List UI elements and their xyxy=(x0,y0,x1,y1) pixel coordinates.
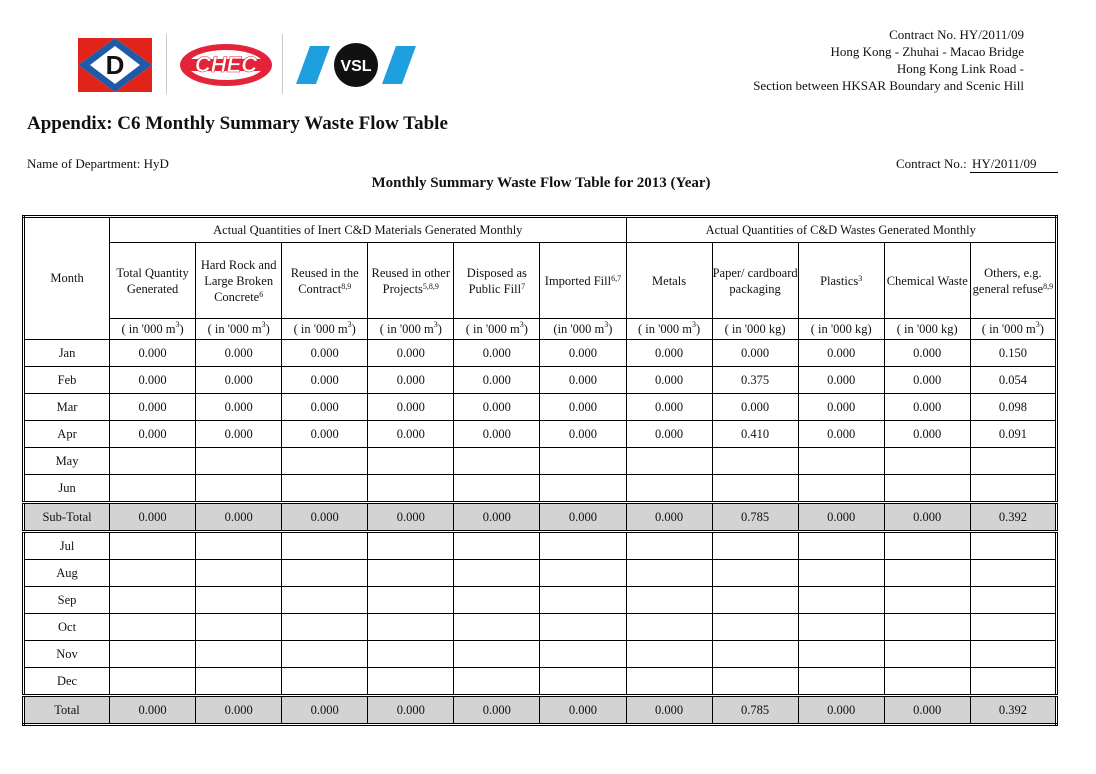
unit-exponent: 3 xyxy=(604,319,609,329)
value-cell xyxy=(196,532,282,560)
table-row xyxy=(24,394,1057,421)
value-cell: 0.000 xyxy=(626,503,712,532)
unit-header xyxy=(110,319,196,340)
value-cell: 0.000 xyxy=(454,394,540,421)
value-cell: 0.000 xyxy=(540,696,626,725)
value-cell xyxy=(626,448,712,475)
value-cell xyxy=(454,475,540,503)
value-cell xyxy=(884,668,970,696)
month-cell: Nov xyxy=(24,641,110,668)
column-header xyxy=(110,243,196,319)
value-cell xyxy=(798,560,884,587)
value-cell: 0.000 xyxy=(540,503,626,532)
vsl-logo xyxy=(296,40,416,90)
value-cell xyxy=(110,532,196,560)
value-cell xyxy=(110,668,196,696)
month-cell: Total xyxy=(24,696,110,725)
value-cell xyxy=(540,668,626,696)
footnote-ref: 8,9 xyxy=(1043,281,1054,291)
unit-header xyxy=(798,319,884,340)
value-cell: 0.000 xyxy=(626,367,712,394)
value-cell: 0.000 xyxy=(798,394,884,421)
value-cell: 0.150 xyxy=(970,340,1056,367)
unit-exponent: 3 xyxy=(691,319,696,329)
value-cell: 0.785 xyxy=(712,696,798,725)
column-header xyxy=(196,243,282,319)
table-row xyxy=(24,340,1057,367)
value-cell xyxy=(884,448,970,475)
table-row xyxy=(24,448,1057,475)
value-cell xyxy=(798,448,884,475)
value-cell: 0.000 xyxy=(540,367,626,394)
waste-flow-table-wrapper xyxy=(22,215,1058,726)
column-header-label: Reused in other Projects xyxy=(371,265,451,296)
value-cell xyxy=(196,448,282,475)
value-cell: 0.000 xyxy=(540,340,626,367)
value-cell: 0.000 xyxy=(196,503,282,532)
column-header xyxy=(282,243,368,319)
column-header-label: Imported Fill xyxy=(544,273,612,288)
value-cell xyxy=(798,641,884,668)
value-cell xyxy=(884,614,970,641)
value-cell xyxy=(196,668,282,696)
column-header xyxy=(798,243,884,319)
unit-exponent: 3 xyxy=(433,319,438,329)
month-cell: Oct xyxy=(24,614,110,641)
value-cell xyxy=(884,587,970,614)
table-row xyxy=(24,367,1057,394)
value-cell xyxy=(540,475,626,503)
unit-exponent: 3 xyxy=(347,319,352,329)
value-cell: 0.000 xyxy=(884,394,970,421)
value-cell xyxy=(368,448,454,475)
value-cell xyxy=(712,614,798,641)
value-cell xyxy=(282,614,368,641)
unit-header xyxy=(884,319,970,340)
column-header xyxy=(626,243,712,319)
unit-close: ) xyxy=(265,321,270,336)
column-header xyxy=(884,243,970,319)
contract-line: Contract No. HY/2011/09 xyxy=(889,27,1024,42)
column-header-label: Hard Rock and Large Broken Concrete xyxy=(200,257,277,304)
value-cell: 0.000 xyxy=(712,340,798,367)
value-cell xyxy=(884,641,970,668)
value-cell: 0.000 xyxy=(196,367,282,394)
value-cell xyxy=(282,560,368,587)
unit-label: ( in '000 kg) xyxy=(724,321,786,336)
contract-no xyxy=(896,156,1058,173)
value-cell: 0.000 xyxy=(110,421,196,448)
svg-text:D: D xyxy=(105,50,125,80)
value-cell xyxy=(798,668,884,696)
value-cell: 0.000 xyxy=(282,367,368,394)
value-cell: 0.000 xyxy=(368,340,454,367)
unit-header xyxy=(282,319,368,340)
table-row xyxy=(24,421,1057,448)
unit-close: ) xyxy=(351,321,356,336)
month-cell: Aug xyxy=(24,560,110,587)
value-cell xyxy=(970,668,1056,696)
value-cell: 0.000 xyxy=(196,340,282,367)
value-cell: 0.091 xyxy=(970,421,1056,448)
column-header-label: Metals xyxy=(652,273,687,288)
value-cell: 0.000 xyxy=(454,367,540,394)
value-cell: 0.000 xyxy=(282,503,368,532)
table-title: Monthly Summary Waste Flow Table for 2013 (Year) xyxy=(371,175,711,191)
value-cell: 0.000 xyxy=(282,421,368,448)
value-cell xyxy=(970,448,1056,475)
column-header-label: Others, e.g. general refuse xyxy=(972,265,1044,296)
value-cell: 0.000 xyxy=(626,340,712,367)
value-cell xyxy=(282,448,368,475)
contract-line: Hong Kong - Zhuhai - Macao Bridge xyxy=(830,44,1024,59)
unit-label: ( in '000 m xyxy=(637,321,692,336)
value-cell xyxy=(626,532,712,560)
value-cell xyxy=(712,475,798,503)
month-cell: Mar xyxy=(24,394,110,421)
value-cell xyxy=(712,641,798,668)
value-cell xyxy=(454,668,540,696)
month-cell: Dec xyxy=(24,668,110,696)
subtotal-row xyxy=(24,503,1057,532)
table-row xyxy=(24,668,1057,696)
unit-exponent: 3 xyxy=(261,319,266,329)
unit-exponent: 3 xyxy=(1035,319,1040,329)
footnote-ref: 7 xyxy=(521,281,526,291)
table-row xyxy=(24,532,1057,560)
chec-logo xyxy=(178,42,274,88)
value-cell xyxy=(626,641,712,668)
value-cell: 0.375 xyxy=(712,367,798,394)
value-cell xyxy=(368,614,454,641)
contract-no-label: Contract No.: xyxy=(895,156,967,171)
value-cell xyxy=(798,475,884,503)
value-cell xyxy=(626,614,712,641)
value-cell xyxy=(970,532,1056,560)
unit-label: (in '000 m xyxy=(553,321,605,336)
unit-label: ( in '000 m xyxy=(207,321,262,336)
value-cell xyxy=(970,641,1056,668)
value-cell xyxy=(110,641,196,668)
month-cell: Jun xyxy=(24,475,110,503)
value-cell xyxy=(970,614,1056,641)
value-cell xyxy=(196,475,282,503)
value-cell: 0.000 xyxy=(454,503,540,532)
department-label: Name of Department: HyD xyxy=(27,156,169,171)
table-row xyxy=(24,587,1057,614)
month-cell: Feb xyxy=(24,367,110,394)
svg-text:VSL: VSL xyxy=(340,58,372,75)
value-cell xyxy=(540,560,626,587)
value-cell xyxy=(712,448,798,475)
value-cell xyxy=(798,587,884,614)
column-header-label: Paper/ cardboard packaging xyxy=(712,265,798,296)
value-cell: 0.000 xyxy=(368,394,454,421)
value-cell: 0.054 xyxy=(970,367,1056,394)
value-cell: 0.392 xyxy=(970,503,1056,532)
month-cell: Apr xyxy=(24,421,110,448)
value-cell xyxy=(368,668,454,696)
column-header xyxy=(368,243,454,319)
value-cell xyxy=(282,641,368,668)
waste-flow-table xyxy=(22,215,1058,726)
value-cell: 0.000 xyxy=(626,421,712,448)
unit-close: ) xyxy=(608,321,613,336)
unit-header xyxy=(970,319,1056,340)
column-header-label: Reused in the Contract xyxy=(290,265,359,296)
value-cell xyxy=(368,475,454,503)
value-cell: 0.000 xyxy=(884,696,970,725)
value-cell: 0.000 xyxy=(454,421,540,448)
value-cell: 0.000 xyxy=(798,367,884,394)
column-header-label: Plastics xyxy=(820,273,859,288)
unit-close: ) xyxy=(179,321,184,336)
contract-line: Section between HKSAR Boundary and Scenic Hill xyxy=(753,78,1024,93)
total-row xyxy=(24,696,1057,725)
value-cell: 0.000 xyxy=(712,394,798,421)
value-cell xyxy=(540,641,626,668)
unit-header xyxy=(196,319,282,340)
value-cell: 0.000 xyxy=(884,503,970,532)
column-header xyxy=(712,243,798,319)
dragages-logo xyxy=(78,38,152,92)
value-cell: 0.000 xyxy=(454,340,540,367)
table-row xyxy=(24,475,1057,503)
value-cell: 0.000 xyxy=(196,421,282,448)
value-cell: 0.785 xyxy=(712,503,798,532)
value-cell: 0.000 xyxy=(454,696,540,725)
value-cell: 0.000 xyxy=(626,394,712,421)
value-cell xyxy=(540,448,626,475)
value-cell: 0.000 xyxy=(884,421,970,448)
value-cell: 0.000 xyxy=(110,696,196,725)
value-cell: 0.000 xyxy=(368,696,454,725)
group-header-waste: Actual Quantities of C&D Wastes Generated Monthly xyxy=(626,217,1056,243)
value-cell: 0.000 xyxy=(282,394,368,421)
unit-label: ( in '000 m xyxy=(981,321,1036,336)
value-cell: 0.098 xyxy=(970,394,1056,421)
value-cell xyxy=(626,475,712,503)
value-cell: 0.000 xyxy=(540,394,626,421)
table-row xyxy=(24,641,1057,668)
appendix-title: Appendix: C6 Monthly Summary Waste Flow Table xyxy=(27,113,448,134)
value-cell: 0.000 xyxy=(626,696,712,725)
value-cell xyxy=(454,614,540,641)
value-cell: 0.410 xyxy=(712,421,798,448)
value-cell xyxy=(540,587,626,614)
month-cell: Jul xyxy=(24,532,110,560)
value-cell: 0.000 xyxy=(798,340,884,367)
table-row xyxy=(24,560,1057,587)
value-cell xyxy=(110,560,196,587)
value-cell xyxy=(884,532,970,560)
value-cell xyxy=(712,560,798,587)
value-cell: 0.000 xyxy=(110,367,196,394)
unit-header xyxy=(712,319,798,340)
group-header-inert: Actual Quantities of Inert C&D Materials Generated Monthly xyxy=(110,217,626,243)
column-header xyxy=(454,243,540,319)
unit-close: ) xyxy=(695,321,701,336)
unit-label: ( in '000 m xyxy=(121,321,176,336)
month-cell: Sub-Total xyxy=(24,503,110,532)
unit-label: ( in '000 m xyxy=(465,321,520,336)
footnote-ref: 6,7 xyxy=(611,273,622,283)
value-cell xyxy=(970,560,1056,587)
footnote-ref: 3 xyxy=(858,273,863,283)
value-cell xyxy=(368,587,454,614)
unit-label: ( in '000 m xyxy=(293,321,348,336)
unit-close: ) xyxy=(1039,321,1044,336)
value-cell: 0.000 xyxy=(282,696,368,725)
value-cell: 0.000 xyxy=(368,503,454,532)
value-cell: 0.000 xyxy=(282,340,368,367)
svg-text:CHEC: CHEC xyxy=(194,52,258,77)
month-cell: May xyxy=(24,448,110,475)
month-cell: Sep xyxy=(24,587,110,614)
value-cell: 0.000 xyxy=(798,421,884,448)
column-header-label: Chemical Waste xyxy=(886,273,968,288)
value-cell xyxy=(798,614,884,641)
column-header-label: Total Quantity Generated xyxy=(116,265,189,296)
value-cell xyxy=(540,614,626,641)
unit-close: ) xyxy=(437,321,442,336)
value-cell xyxy=(368,560,454,587)
value-cell xyxy=(626,587,712,614)
value-cell: 0.000 xyxy=(798,503,884,532)
value-cell xyxy=(196,587,282,614)
logo-divider xyxy=(282,34,283,94)
value-cell xyxy=(454,587,540,614)
value-cell xyxy=(282,587,368,614)
value-cell xyxy=(712,668,798,696)
value-cell xyxy=(454,532,540,560)
value-cell xyxy=(368,641,454,668)
contract-header-block xyxy=(753,26,1024,94)
value-cell xyxy=(626,560,712,587)
column-header-label: Disposed as Public Fill xyxy=(466,265,527,296)
unit-header xyxy=(368,319,454,340)
unit-label: ( in '000 m xyxy=(379,321,434,336)
contract-no-value: HY/2011/09 xyxy=(970,156,1058,173)
unit-close: ) xyxy=(523,321,528,336)
value-cell xyxy=(196,614,282,641)
footnote-ref: 5,8,9 xyxy=(422,281,439,291)
unit-header xyxy=(626,319,712,340)
footnote-ref: 6 xyxy=(259,289,264,299)
unit-label: ( in '000 kg) xyxy=(896,321,958,336)
value-cell xyxy=(540,532,626,560)
value-cell xyxy=(884,475,970,503)
value-cell xyxy=(454,448,540,475)
contract-line: Hong Kong Link Road - xyxy=(896,61,1024,76)
column-header xyxy=(540,243,626,319)
value-cell xyxy=(712,587,798,614)
value-cell xyxy=(110,475,196,503)
value-cell: 0.000 xyxy=(196,696,282,725)
value-cell xyxy=(798,532,884,560)
value-cell xyxy=(110,587,196,614)
logo-divider xyxy=(166,34,167,94)
value-cell xyxy=(454,641,540,668)
value-cell xyxy=(454,560,540,587)
value-cell xyxy=(970,475,1056,503)
value-cell: 0.000 xyxy=(884,340,970,367)
value-cell: 0.000 xyxy=(798,696,884,725)
value-cell: 0.000 xyxy=(196,394,282,421)
value-cell xyxy=(884,560,970,587)
value-cell xyxy=(712,532,798,560)
value-cell xyxy=(626,668,712,696)
column-header xyxy=(970,243,1056,319)
value-cell xyxy=(110,448,196,475)
value-cell xyxy=(282,475,368,503)
value-cell: 0.392 xyxy=(970,696,1056,725)
unit-header xyxy=(540,319,626,340)
value-cell: 0.000 xyxy=(884,367,970,394)
unit-header xyxy=(454,319,540,340)
unit-exponent: 3 xyxy=(519,319,524,329)
value-cell: 0.000 xyxy=(368,367,454,394)
unit-exponent: 3 xyxy=(175,319,180,329)
unit-label: ( in '000 kg) xyxy=(810,321,872,336)
value-cell xyxy=(368,532,454,560)
month-header: Month xyxy=(24,217,110,340)
value-cell: 0.000 xyxy=(110,394,196,421)
table-row xyxy=(24,614,1057,641)
value-cell xyxy=(196,641,282,668)
value-cell: 0.000 xyxy=(540,421,626,448)
value-cell xyxy=(970,587,1056,614)
value-cell: 0.000 xyxy=(110,503,196,532)
month-cell: Jan xyxy=(24,340,110,367)
value-cell xyxy=(282,668,368,696)
value-cell xyxy=(282,532,368,560)
value-cell xyxy=(110,614,196,641)
value-cell: 0.000 xyxy=(368,421,454,448)
value-cell: 0.000 xyxy=(110,340,196,367)
value-cell xyxy=(196,560,282,587)
footnote-ref: 8,9 xyxy=(341,281,352,291)
